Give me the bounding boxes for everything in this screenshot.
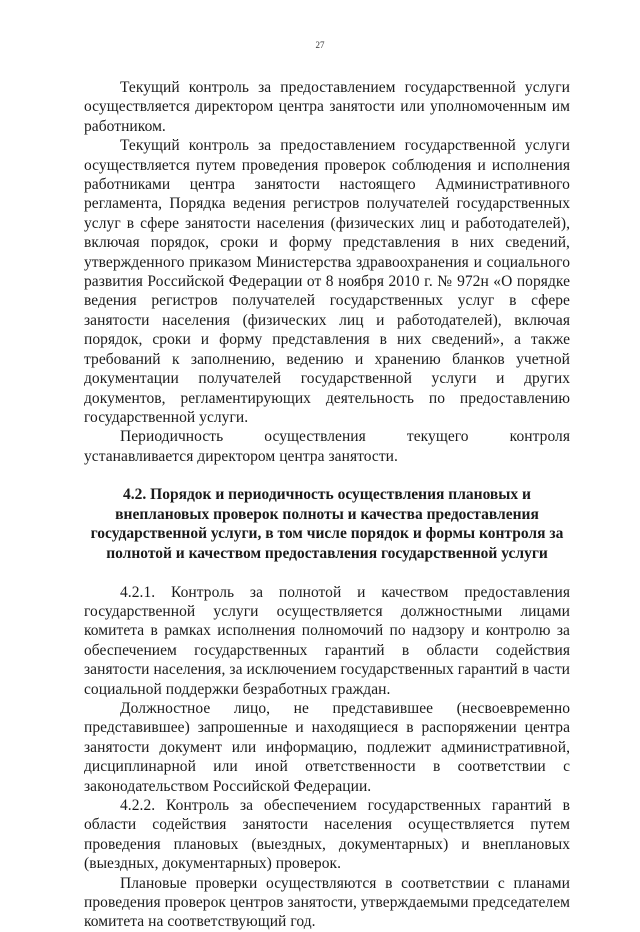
document-body bbox=[84, 78, 570, 932]
paragraph-official-responsibility: Должностное лицо, не представившее (несвоевременно представившее) запрошенные и находящиеся в распоряжении центра занятости документ или информацию, подлежит административной, дисциплинарной или иной ответственности в соответствии с законодательством Российской Федерации. bbox=[84, 699, 570, 795]
paragraph-4-2-1: 4.2.1. Контроль за полнотой и качеством предоставления государственной услуги осуществляется должностными лицами комитета в рамках исполнения полномочий по надзору и контролю за обеспечением государственных гарантий в области содействия занятости населения, за исключением государственных гарантий в части социальной поддержки безработных граждан. bbox=[84, 583, 570, 698]
paragraph-planned-checks: Плановые проверки осуществляются в соответствии с планами проведения проверок центров занятости, утверждаемыми председателем комитета на соответствующий год. bbox=[84, 874, 570, 931]
page-number: 27 bbox=[315, 40, 325, 50]
paragraph-current-control-checks: Текущий контроль за предоставлением государственной услуги осуществляется путем проведения проверок соблюдения и исполнения работниками центра занятости настоящего Административного регламента, Порядка ведения регистров получателей государственных услуг в сфере занятости населения (физических лиц и работодателей), включая порядок, сроки и форму представления в них сведений, утвержденного приказом Министерства здравоохранения и социального развития Российской Федерации от 8 ноября 2010 г. № 972н «О порядке ведения регистров получателей государственных услуг в сфере занятости населения (физических лиц и работодателей), включая порядок, сроки и форму представления в них сведений», а также требований к заполнению, ведению и хранению бланков учетной документации получателей государственной услуги и других документов, регламентирующих деятельность по предоставлению государственной услуги. bbox=[84, 137, 570, 426]
paragraph-control-periodicity: Периодичность осуществления текущего контроля устанавливается директором центра занятости. bbox=[84, 428, 570, 465]
paragraph-4-2-2: 4.2.2. Контроль за обеспечением государственных гарантий в области содействия занятости населения осуществляется путем проведения плановых (выездных, документарных) и внеплановых (выездных, документарных) проверок. bbox=[84, 796, 570, 873]
paragraph-current-control-director: Текущий контроль за предоставлением государственной услуги осуществляется директором центра занятости или уполномоченным им работником. bbox=[84, 79, 570, 135]
section-heading: 4.2. Порядок и периодичность осуществления плановых и внеплановых проверок полноты и качества предоставления государственной услуги, в том числе порядок и формы контроля за полнотой и качеством предоставления государственной услуги bbox=[90, 486, 564, 562]
